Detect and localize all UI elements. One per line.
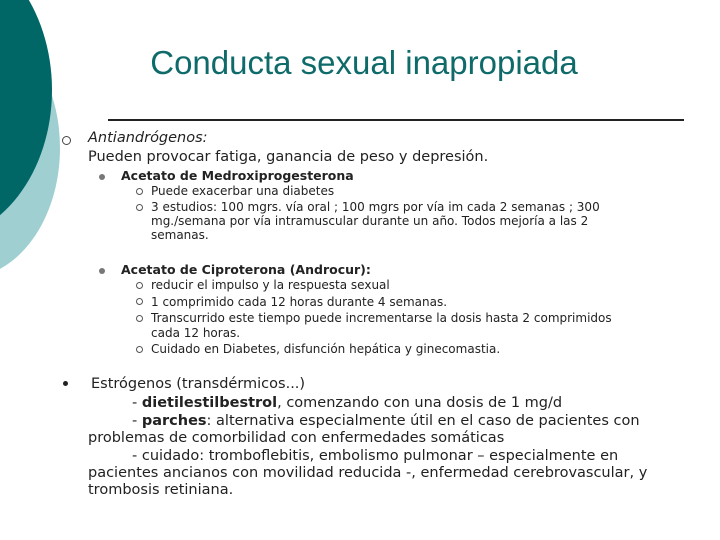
medroxi-label: Acetato de Medroxiprogesterona — [121, 168, 354, 183]
medroxi-item-cont: semanas. — [151, 228, 209, 242]
estrogenos-line-4: - cuidado: tromboflebitis, embolismo pulmonar – especialmente en — [132, 448, 619, 464]
small-ring-bullet-icon — [136, 282, 143, 289]
cipro-item: Transcurrido este tiempo puede incrementarse la dosis hasta 2 comprimidos — [151, 311, 612, 325]
cipro-item: Cuidado en Diabetes, disfunción hepática y ginecomastia. — [151, 342, 501, 356]
estrogenos-heading: Estrógenos (transdérmicos...) — [91, 376, 306, 392]
small-ring-bullet-icon — [136, 298, 143, 305]
title-underline — [108, 119, 684, 121]
ring-bullet-icon — [62, 136, 71, 145]
medroxi-item-cont: mg./semana por vía intramuscular durante un año. Todos mejoría a las 2 — [151, 214, 589, 228]
estrogenos-line-1: - dietilestilbestrol, comenzando con una dosis de 1 mg/d — [132, 395, 563, 411]
antiandrogenos-desc: Pueden provocar fatiga, ganancia de peso y depresión. — [88, 149, 489, 165]
estrogenos-line-2: - parches: alternativa especialmente útil en el caso de pacientes con — [132, 413, 640, 429]
black-dot-bullet-icon — [63, 381, 68, 386]
cipro-item-cont: cada 12 horas. — [151, 326, 241, 340]
estrogenos-line-5: pacientes ancianos con movilidad reducida -, enfermedad cerebrovascular, y — [88, 465, 648, 481]
medroxi-item: Puede exacerbar una diabetes — [151, 184, 335, 198]
estrogenos-line-6: trombosis retiniana. — [88, 482, 234, 498]
cipro-item: 1 comprimido cada 12 horas durante 4 semanas. — [151, 295, 448, 309]
dot-bullet-icon — [99, 174, 105, 180]
dot-bullet-icon — [99, 268, 105, 274]
small-ring-bullet-icon — [136, 204, 143, 211]
estrogenos-line-3: problemas de comorbilidad con enfermedades somáticas — [88, 430, 505, 446]
small-ring-bullet-icon — [136, 346, 143, 353]
slide-title: Conducta sexual inapropiada — [150, 44, 578, 81]
cipro-item: reducir el impulso y la respuesta sexual — [151, 278, 390, 292]
antiandrogenos-heading: Antiandrógenos: — [88, 130, 208, 146]
small-ring-bullet-icon — [136, 188, 143, 195]
small-ring-bullet-icon — [136, 315, 143, 322]
medroxi-item: 3 estudios: 100 mgrs. vía oral ; 100 mgrs por vía im cada 2 semanas ; 300 — [151, 200, 600, 214]
cipro-label: Acetato de Ciproterona (Androcur): — [121, 262, 371, 277]
